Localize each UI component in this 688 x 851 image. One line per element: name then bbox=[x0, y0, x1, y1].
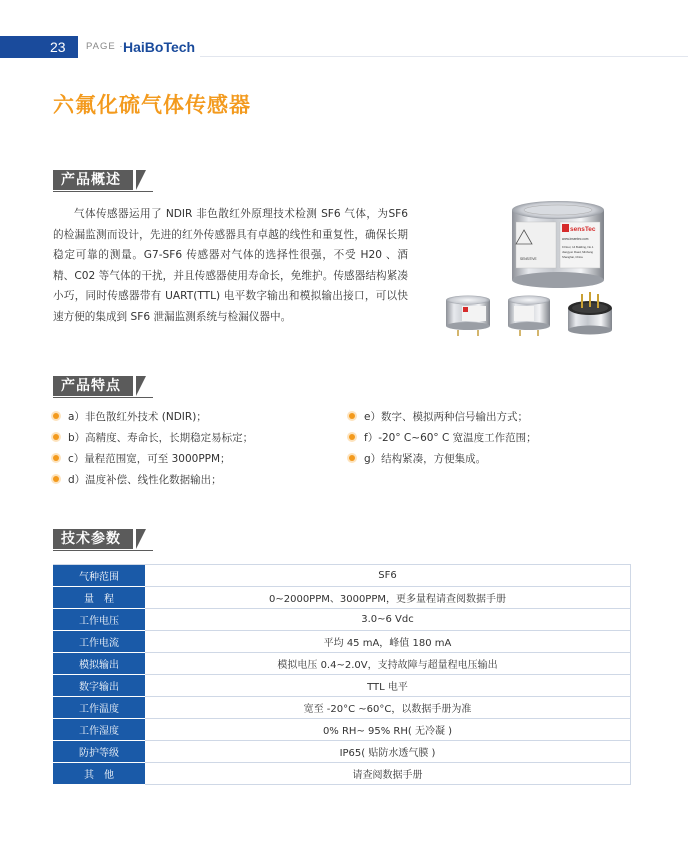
feature-text: b）高精度、寿命长，长期稳定易标定； bbox=[68, 432, 254, 444]
section-heading-label: 产品概述 bbox=[53, 170, 133, 190]
feature-text: a）非色散红外技术 (NDIR)； bbox=[68, 411, 207, 423]
feature-item bbox=[53, 449, 231, 469]
spec-key: 其 他 bbox=[53, 763, 145, 785]
overview-text bbox=[53, 204, 408, 327]
spec-value: 平均 45 mA，峰值 180 mA bbox=[145, 631, 631, 653]
page-title: 六氟化硫气体传感器 bbox=[53, 93, 251, 117]
page-label: PAGE · bbox=[86, 41, 124, 52]
overview-line: 护。传感器结构紧凑小巧，同时传感器带有 UART(TTL) 电平数字输 bbox=[53, 269, 408, 302]
bullet-dot-icon bbox=[349, 434, 355, 440]
feature-item bbox=[349, 428, 537, 448]
feature-text: f）-20° C~60° C 宽温度工作范围； bbox=[364, 432, 537, 444]
spec-value: 宽至 -20°C ~60°C，以数据手册为准 bbox=[145, 697, 631, 719]
sensor-website-text: www.insentec.com bbox=[562, 237, 589, 241]
spec-table bbox=[53, 564, 631, 785]
feature-text: e）数字、模拟两种信号输出方式； bbox=[364, 411, 528, 423]
spec-key: 量 程 bbox=[53, 587, 145, 609]
table-row bbox=[53, 653, 631, 675]
spec-value: 0~2000PPM、3000PPM，更多量程请查阅数据手册 bbox=[145, 587, 631, 609]
feature-item bbox=[53, 428, 253, 448]
heading-wedge bbox=[136, 529, 146, 549]
bullet-dot-icon bbox=[53, 413, 59, 419]
table-row bbox=[53, 565, 631, 587]
table-row bbox=[53, 609, 631, 631]
spec-key: 工作温度 bbox=[53, 697, 145, 719]
feature-item bbox=[349, 449, 486, 469]
overview-line: SF6 的检漏监测而设计，先进的红外传感器具有卓越的线性和重复性， bbox=[53, 208, 408, 241]
overview-line: 受 H20 、酒精、C02 等气体的干扰，并且传感器使用寿命长，免维 bbox=[53, 249, 408, 282]
heading-underline bbox=[53, 191, 153, 192]
table-row bbox=[53, 697, 631, 719]
feature-text: c）量程范围宽，可至 3000PPM； bbox=[68, 453, 231, 465]
spec-key: 数字输出 bbox=[53, 675, 145, 697]
spec-value: TTL 电平 bbox=[145, 675, 631, 697]
bullet-dot-icon bbox=[349, 413, 355, 419]
sensor-brand-text: sensTec bbox=[570, 226, 596, 233]
spec-key: 防护等级 bbox=[53, 741, 145, 763]
feature-item bbox=[53, 470, 222, 490]
table-row bbox=[53, 763, 631, 785]
table-row bbox=[53, 675, 631, 697]
bullet-dot-icon bbox=[349, 455, 355, 461]
brand-name: HaiBoTech bbox=[123, 39, 196, 55]
feature-item bbox=[53, 407, 207, 427]
overview-line: 漏仪器中。 bbox=[238, 310, 292, 323]
header-divider bbox=[200, 56, 688, 57]
spec-value: IP65( 贴防水透气膜 ) bbox=[145, 741, 631, 763]
bullet-dot-icon bbox=[53, 434, 59, 440]
spec-key: 工作电流 bbox=[53, 631, 145, 653]
sensor-sensitive-text: SENSITIVE bbox=[520, 257, 537, 261]
header-bar bbox=[0, 36, 78, 58]
sensor-product-photo bbox=[438, 196, 638, 346]
feature-item bbox=[349, 407, 528, 427]
table-row bbox=[53, 741, 631, 763]
table-row bbox=[53, 631, 631, 653]
spec-key: 气种范围 bbox=[53, 565, 145, 587]
heading-wedge bbox=[136, 376, 146, 396]
overview-line: 气体传感器运用了 NDIR 非色散红外原理技术检测 SF6 气体，为 bbox=[74, 208, 389, 220]
overview-line: 确保长期稳定可靠的测量。G7-SF6 传感器对气体的选择性很强，不 bbox=[53, 228, 409, 261]
heading-underline bbox=[53, 397, 153, 398]
spec-value: 请查阅数据手册 bbox=[145, 763, 631, 785]
table-row bbox=[53, 719, 631, 741]
section-heading-label: 技术参数 bbox=[53, 529, 133, 549]
sensor-small-side bbox=[508, 296, 550, 337]
bullet-dot-icon bbox=[53, 476, 59, 482]
sensor-large bbox=[512, 201, 604, 288]
page-number: 23 bbox=[50, 39, 66, 55]
spec-key: 工作电压 bbox=[53, 609, 145, 631]
sensor-address-line: Jiangyun Road, Minhang bbox=[562, 250, 593, 254]
sensor-small-pins bbox=[568, 292, 612, 335]
spec-value: 模拟电压 0.4~2.0V，支持故障与超量程电压输出 bbox=[145, 653, 631, 675]
spec-value: SF6 bbox=[145, 565, 631, 587]
spec-key: 模拟输出 bbox=[53, 653, 145, 675]
overview-line: 出和模拟输出接口，可以快速方便的集成到 SF6 泄漏监测系统与检 bbox=[53, 290, 408, 323]
heading-wedge bbox=[136, 170, 146, 190]
sensor-address-line: 9 Floor, 14 Building, No.1 bbox=[562, 245, 594, 249]
bullet-dot-icon bbox=[53, 455, 59, 461]
heading-underline bbox=[53, 550, 153, 551]
spec-value: 0% RH~ 95% RH( 无冷凝 ) bbox=[145, 719, 631, 741]
sensor-address-line: Shanghai, China bbox=[562, 255, 583, 259]
table-row bbox=[53, 587, 631, 609]
feature-text: g）结构紧凑，方便集成。 bbox=[364, 453, 487, 465]
section-heading-label: 产品特点 bbox=[53, 376, 133, 396]
spec-key: 工作湿度 bbox=[53, 719, 145, 741]
spec-value: 3.0~6 Vdc bbox=[145, 609, 631, 631]
feature-text: d）温度补偿、线性化数据输出； bbox=[68, 474, 222, 486]
sensor-small-front bbox=[446, 296, 490, 337]
